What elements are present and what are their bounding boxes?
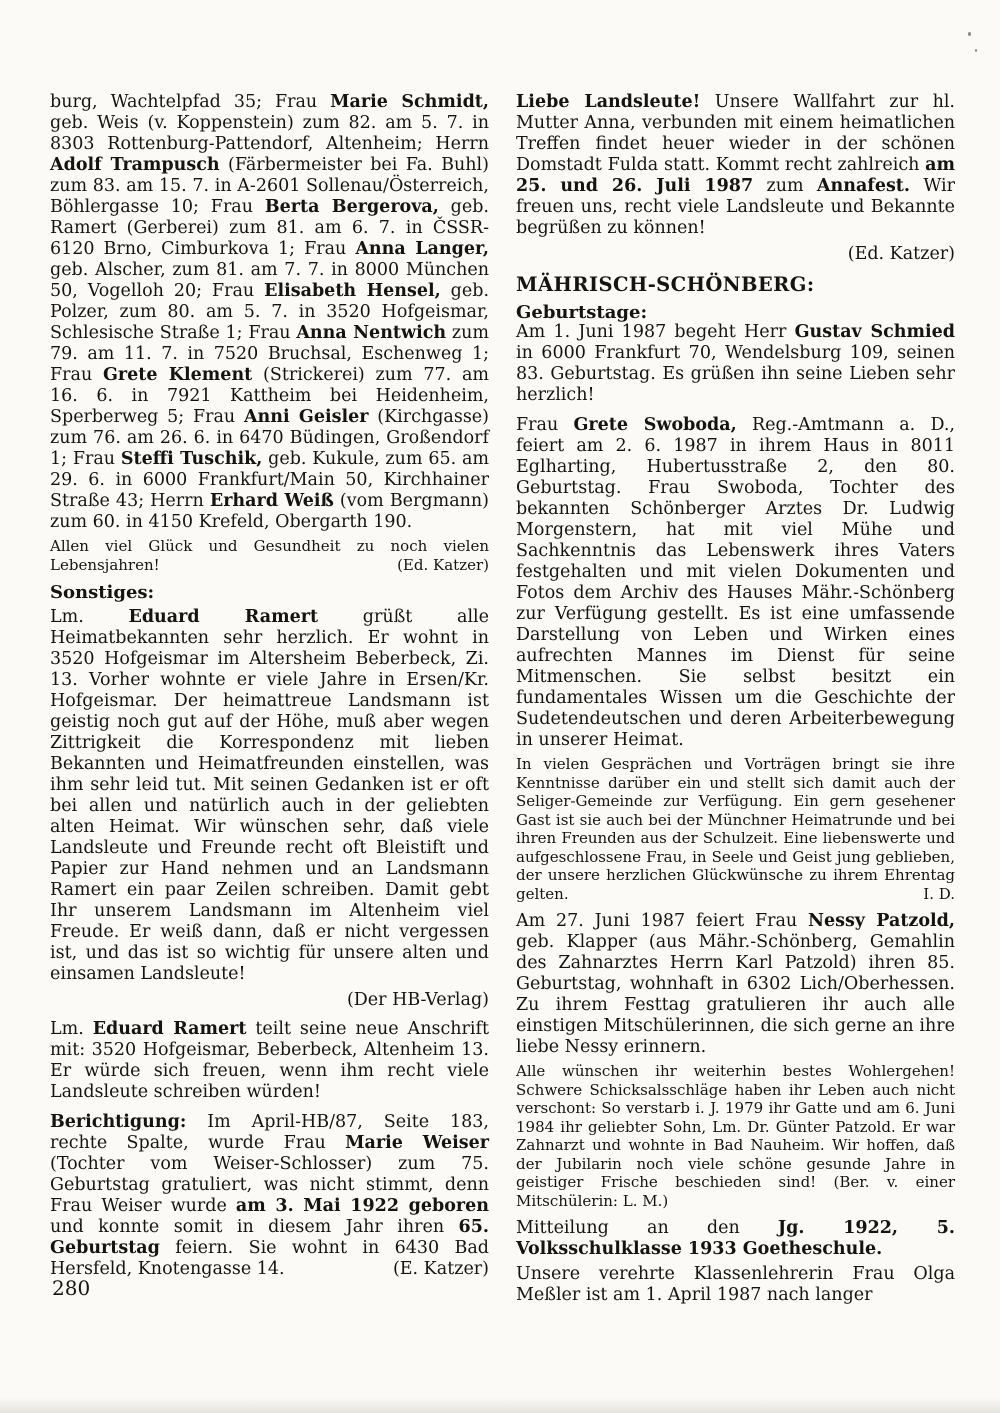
body-text: (Strickerei) zum 77. am 16. 6. in 7921 Kattheim bei Heidenheim, Sperberweg 5; Frau <box>50 365 489 427</box>
announcement-annafest <box>516 92 955 239</box>
wellwish-fineprint <box>50 537 489 574</box>
page-number: 280 <box>52 1276 91 1300</box>
body-text: (Der HB-Verlag) <box>346 990 489 1010</box>
body-text: teilt seine neue Anschrift mit: 3520 Hofgeismar, Beberbeck, Altenheim 13. Er würde sich freuen, wenn ihm recht viele Landsleute schreiben würden! <box>50 1019 489 1102</box>
body-text: geb. Weis (v. Koppenstein) zum 82. am 5. 7. in 8303 Rottenburg-Pattendorf, Altenheim; Herrn <box>50 113 489 154</box>
bold-text: Steffi Tuschik, <box>120 449 263 469</box>
body-text: geb. Klapper (aus Mähr.-Schönberg, Gemahlin des Zahnarztes Herrn Karl Patzold) ihren 85. Geburtstag, wohnhaft in 6302 Lich/Oberhessen. Zu ihrem Festtag gratulieren ihr auch alle einstigen Mitschülerinnen, die sich gerne an ihre liebe Nessy erinnern. <box>516 932 955 1057</box>
body-text: Geburtstage: <box>516 302 648 323</box>
body-text: (Kirchgasse) zum 76. am 26. 6. in 6470 Büdingen, Großendorf 1; Frau <box>50 407 489 469</box>
body-text: In vielen Gesprächen und Vorträgen bringt sie ihre Kenntnisse darüber ein und stellt sich damit auch der Seliger-Gemeinde zur Verfügung. Ein gern gesehener Gast ist sie auch bei der Münchner Heimatrunde und bei ihren Freunden aus der Schulzeit. Eine liebenswerte und aufgeschlossene Frau, in Seele und Geist jung geblieben, der unsere herzlichen Glückwünsche zu ihrem Ehrentag gelten. <box>516 755 955 903</box>
body-text: Alle wünschen ihr weiterhin bestes Wohlergehen! Schwere Schicksalsschläge haben ihr Leben auch nicht verschont: So verstarb i. J. 1979 ihr Gatte und am 6. Juni 1984 ihr geliebter Sohn, Lm. Dr. Günter Patzold. Er war Zahnarzt und wohnte in Bad Nauheim. Wir hoffen, daß der Jubilarin noch viele schöne gesunde Jahre in geistiger Frische beschieden sind! (Ber. v. einer Mitschülerin: L. M.) <box>516 1062 955 1210</box>
body-text: Sonstiges: <box>50 582 155 603</box>
birthday-schmied <box>516 322 955 406</box>
bold-text: Anna Langer, <box>355 239 489 259</box>
body-text: in 6000 Frankfurt 70, Wendelsburg 109, seinen 83. Geburtstag. Es grüßen ihn seine Lieben sehr herzlich! <box>516 343 955 405</box>
patzold-fineprint <box>516 1062 955 1210</box>
body-text: Lm. <box>50 1019 93 1039</box>
body-text: Allen viel Glück und Gesundheit zu noch vielen Lebensjahren! <box>50 537 489 574</box>
bold-text: Erhard Weiß <box>209 491 334 511</box>
section-heading-sonstiges <box>50 582 489 603</box>
bold-text: Adolf Trampusch <box>50 155 220 175</box>
mitteilung-body <box>516 1264 955 1306</box>
body-text: Frau <box>516 415 574 435</box>
bold-text: Liebe Landsleute! <box>516 92 701 112</box>
left-column <box>50 92 489 1315</box>
body-text: feiern. Sie wohnt in 6430 Bad Hersfeld, Knotengasse 14. <box>50 1238 489 1279</box>
body-text: Unsere Wallfahrt zur hl. Mutter Anna, verbunden mit einem heimatlichen Treffen findet heuer wieder in der schönen Domstadt Fulda statt. Kommt recht zahlreich <box>516 92 955 175</box>
body-text: Am 1. Juni 1987 begeht Herr <box>516 322 795 342</box>
right-column <box>516 92 955 1315</box>
bold-text: Grete Swoboda, <box>573 415 737 435</box>
bold-text: Berta Bergerova, <box>264 197 439 217</box>
bold-text: Annafest. <box>816 176 910 196</box>
signature-hb-verlag <box>50 990 489 1011</box>
bold-text: Elisabeth Hensel, <box>264 281 441 301</box>
body-text: geb. Kukule, zum 65. am 29. 6. in 6000 Frankfurt/Main 50, Kirchhainer Straße 43; Herrn <box>50 449 490 511</box>
body-text: Im April-HB/87, Seite 183, rechte Spalte, wurde Frau <box>50 1112 489 1153</box>
bold-text: Grete Klement <box>102 365 253 385</box>
body-text: geb. Alscher, zum 81. am 7. 7. in 8000 München 50, Vogelloh 20; Frau <box>50 260 489 301</box>
bold-text: Marie Schmidt, <box>330 92 489 112</box>
body-text: (Tochter vom Weiser-Schlosser) zum 75. Geburtstag gratuliert, was nicht stimmt, denn Frau Weiser wurde <box>50 1154 489 1216</box>
bold-text: Anna Nentwich <box>296 323 447 343</box>
body-text: Lm. <box>50 607 129 627</box>
body-text: grüßt alle Heimatbekannten sehr herzlich. Er wohnt in 3520 Hofgeismar im Altersheim Beberbeck, Zi. 13. Vorher wohnte er viele Jahre in Ersen/Kr. Hofgeismar. Der heimattreue Landsmann ist geistig noch gut auf der Höhe, muß aber wegen Zittrigkeit die Korrespondenz mit lieben Bekannten und Heimatfreunden einstellen, was ihm sehr leid tut. Mit seinen Gedanken ist er oft bei allen und natürlich auch in der geliebten alten Heimat. Wir wünschen sehr, daß viele Landsleute und Freunde recht oft Bleistift und Papier zur Hand nehmen und an Landsmann Ramert ein paar Zeilen schreiben. Damit gebt Ihr unserem Landsmann im Altenheim viel Freude. Er weiß dann, daß er nicht vergessen ist, und das ist so wichtig für unsere alten und einsamen Landsleute! <box>50 607 489 984</box>
birthday-list-continuation <box>50 92 489 533</box>
body-text: geb. Ramert (Gerberei) zum 81. am 6. 7. in ČSSR-6120 Brno, Cimburkova 1; Frau <box>50 197 489 259</box>
mitteilung-heading <box>516 1218 955 1260</box>
announcement-ramert-address <box>50 1019 489 1103</box>
body-text: zum 79. am 11. 7. in 7520 Bruchsal, Eschenweg 1; Frau <box>50 323 489 385</box>
body-text: Mitteilung an den <box>516 1218 778 1238</box>
body-text: und konnte somit in diesem Jahr ihren <box>50 1217 459 1237</box>
body-text: burg, Wachtelpfad 35; Frau <box>50 92 331 112</box>
body-text: geb. Polzer, zum 80. am 5. 7. in 3520 Hofgeismar, Schlesische Straße 1; Frau <box>50 281 490 343</box>
scan-speck <box>968 32 971 36</box>
bold-text: Eduard Ramert <box>128 607 319 627</box>
bold-text: Anni Geisler <box>243 407 369 427</box>
body-text: Unsere verehrte Klassenlehrerin Frau Olga Meßler ist am 1. April 1987 nach langer <box>516 1264 955 1305</box>
signature: I. D. <box>923 884 955 903</box>
bold-text: am 3. Mai 1922 geboren <box>235 1196 489 1216</box>
body-text: MÄHRISCH-SCHÖNBERG: <box>516 273 815 296</box>
birthday-swoboda <box>516 415 955 751</box>
correction-notice <box>50 1112 489 1280</box>
birthday-patzold <box>516 911 955 1058</box>
bold-text: am 25. und 26. Juli 1987 <box>516 155 955 196</box>
bold-text: Nessy Patzold, <box>807 911 956 931</box>
bold-text: 65. Geburtstag <box>50 1217 489 1258</box>
body-text: (Färbermeister bei Fa. Buhl) zum 83. am 15. 7. in A-2601 Sollenau/Österreich, Böhlergasse 10; Frau <box>50 155 489 217</box>
signature: (E. Katzer) <box>392 1259 489 1279</box>
section-heading-geburtstage <box>516 302 955 323</box>
signature: (Ed. Katzer) <box>397 555 489 574</box>
body-text: (Ed. Katzer) <box>847 244 955 264</box>
bold-text: Eduard Ramert <box>92 1019 247 1039</box>
announcement-ramert-greeting <box>50 607 489 985</box>
body-text: (vom Bergmann) zum 60. in 4150 Krefeld, Obergarth 190. <box>50 491 489 532</box>
scan-edge-shadow <box>0 1397 1000 1413</box>
swoboda-fineprint <box>516 755 955 903</box>
bold-text: Berichtigung: <box>50 1112 187 1132</box>
town-heading-maehrisch-schoenberg <box>516 273 955 296</box>
bold-text: Gustav Schmied <box>794 322 956 342</box>
body-text: zum <box>753 176 817 196</box>
scan-speck <box>975 49 977 52</box>
bold-text: Marie Weiser <box>345 1133 489 1153</box>
body-text: Am 27. Juni 1987 feiert Frau <box>516 911 808 931</box>
body-text: Reg.-Amtmann a. D., feiert am 2. 6. 1987 in ihrem Haus in 8011 Eglharting, Hubertusstraße 2, den 80. Geburtstag. Frau Swoboda, Tochter des bekannten Schönberger Arztes Dr. Ludwig Morgenstern, hat mit viel Mühe und Sachkenntnis das Lebenswerk ihres Vaters festgehalten und mit vielen Dokumenten und Fotos dem Archiv des Hauses Mähr.-Schönberg zur Verfügung gestellt. Es ist eine umfassende Darstellung von Leben und Wirken eines aufrechten Mannes im Dienst für seine Mitmenschen. Sie selbst besitzt ein fundamentales Wissen um die Geschichte der Sudetendeutschen und deren Arbeiterbewegung in unserer Heimat. <box>516 415 955 750</box>
signature-ed-katzer <box>516 244 955 265</box>
bold-text: Jg. 1922, 5. Volksschulklasse 1933 Goetheschule. <box>516 1218 955 1259</box>
body-text: Wir freuen uns, recht viele Landsleute und Bekannte begrüßen zu können! <box>516 176 955 238</box>
